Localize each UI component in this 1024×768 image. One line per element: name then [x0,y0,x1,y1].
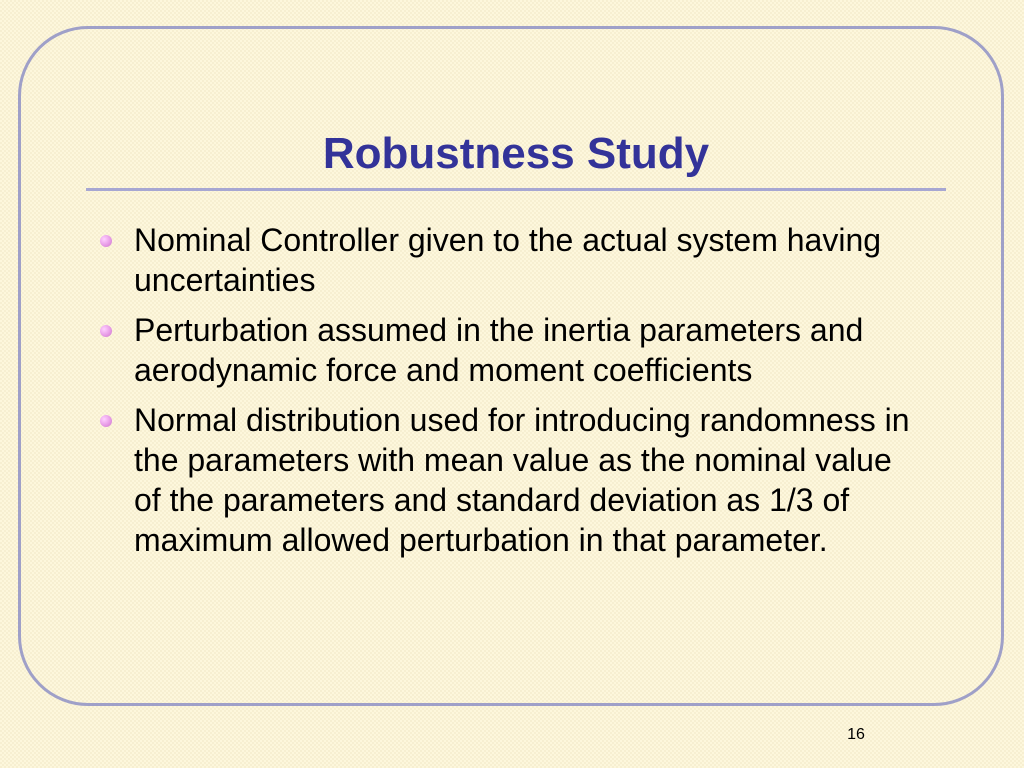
page-number: 16 [847,726,865,743]
title-divider [86,188,946,191]
bullet-item [96,220,926,300]
bullet-dot-icon [100,325,112,337]
bullet-text: Nominal Controller given to the actual system having uncertainties [134,222,882,298]
slide-title: Robustness Study [322,129,710,178]
bullet-list [96,220,926,570]
bullet-text: Perturbation assumed in the inertia parameters and aerodynamic force and moment coefficients [134,312,864,388]
bullet-text: Normal distribution used for introducing randomness in the parameters with mean value as the nominal value of the parameters and standard deviation as 1/3 of maximum allowed perturbation in that parameter. [134,402,910,558]
bullet-item [96,310,926,390]
bullet-dot-icon [100,235,112,247]
bullet-dot-icon [100,415,112,427]
bullet-item [96,400,926,560]
